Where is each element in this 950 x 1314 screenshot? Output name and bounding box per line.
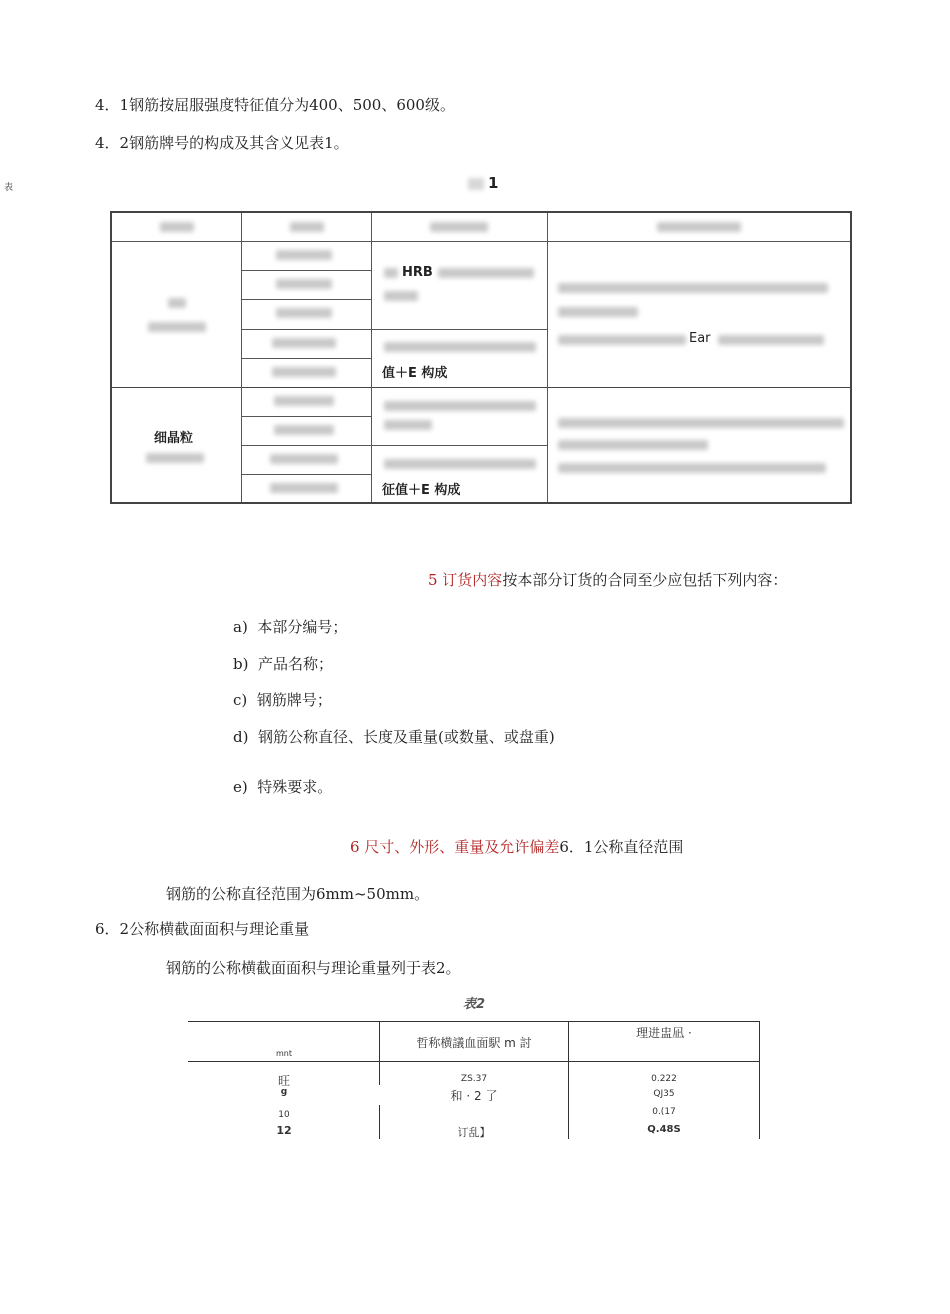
table-1-row-rule	[241, 474, 371, 475]
fine-grain-label: 细晶粒	[154, 431, 194, 446]
list-item-text: 本部分编号；	[257, 618, 348, 636]
table-2-header-col1: mnt	[276, 1049, 292, 1058]
table-2-col-rule	[379, 1105, 380, 1139]
table-2-cell: 旺	[277, 1074, 291, 1088]
table-1-col-rule-2	[371, 213, 372, 502]
blurred-grade	[272, 367, 336, 377]
list-item-marker: e)	[233, 778, 248, 796]
table-2-cell: ZS.37	[460, 1074, 488, 1084]
table-2-col-rule	[568, 1021, 569, 1139]
blurred-grade	[274, 396, 334, 406]
list-item-text: 钢筋公称直径、长度及重量(或数量、或盘重)	[258, 728, 555, 746]
blurred-cell	[718, 335, 824, 345]
table-2-cell: QJ35	[653, 1089, 675, 1099]
clause-5	[428, 570, 787, 590]
table-1-row-rule	[241, 270, 371, 271]
blurred-cell	[384, 268, 398, 278]
blurred-cell	[384, 342, 536, 352]
table-1-row-rule	[241, 329, 547, 330]
blurred-cell	[558, 463, 826, 473]
clause-5-heading: 5 订货内容	[428, 571, 503, 589]
list-item-marker: a)	[233, 618, 248, 636]
table-1-row-rule	[241, 445, 547, 446]
table-1-group-rule	[112, 387, 850, 388]
list-item	[233, 617, 347, 637]
table-2-cell: Q.48S	[647, 1124, 681, 1135]
list-item-text: 产品名称；	[258, 655, 334, 673]
table-2-caption: 表2	[463, 997, 486, 1012]
list-item-marker: b)	[233, 655, 249, 673]
blurred-grade	[270, 483, 338, 493]
table-1-caption	[468, 174, 498, 192]
blurred-grade	[276, 250, 332, 260]
clause-6-1-text: 钢筋的公称直径范围为6mm~50mm。	[166, 885, 430, 903]
table-1-row-rule	[241, 299, 371, 300]
list-item-text: 特殊要求。	[257, 778, 333, 796]
table-1-row-rule	[241, 416, 371, 417]
blurred-grade	[276, 308, 332, 318]
margin-note: 表	[4, 183, 14, 193]
table-2-cell: 和 · 2 了	[450, 1089, 498, 1103]
table-2-col-rule	[379, 1021, 380, 1085]
table-2-cell: 10	[278, 1110, 290, 1120]
table-2-cell: 12	[276, 1124, 292, 1137]
clause-6-heading: 6 尺寸、外形、重量及允许偏差	[350, 838, 560, 856]
clause-6	[350, 837, 683, 857]
table-2-header-col2: 哲称横議血面駅 m 討	[416, 1036, 532, 1050]
list-item-marker: d)	[233, 728, 249, 746]
blurred-grade	[274, 425, 334, 435]
table-1-col-rule-3	[547, 213, 548, 502]
table-2-top-rule	[188, 1021, 760, 1022]
blurred-cell	[558, 335, 686, 345]
list-item	[233, 777, 332, 797]
table-1-caption-number: 1	[488, 174, 499, 192]
table-1-header-rule	[112, 241, 850, 242]
table-2-header-col3: 理进盅凪 ·	[636, 1026, 692, 1040]
blurred-grade	[270, 454, 338, 464]
blurred-cell	[558, 418, 844, 428]
clause-5-text: 按本部分订货的合同至少应包括下列内容：	[502, 571, 788, 589]
table-2-cell: 0.222	[651, 1074, 677, 1084]
blurred-cell	[438, 268, 534, 278]
clause-6-2-heading: 6．2公称横截面面积与理论重量	[95, 920, 310, 938]
blurred-grade	[272, 338, 336, 348]
clause-6-1-heading: 6．1公称直径范围	[559, 838, 684, 856]
blurred-cell	[558, 283, 828, 293]
value-plus-e-2: 征值＋E 构成	[382, 483, 461, 498]
blurred-header	[160, 222, 194, 232]
blurred-caption-prefix	[468, 178, 484, 190]
blurred-cell	[384, 459, 536, 469]
blurred-cell	[384, 291, 418, 301]
table-2-cell: 0.(17	[652, 1107, 676, 1117]
blurred-header	[430, 222, 488, 232]
blurred-grade	[276, 279, 332, 289]
table-2-header-rule	[188, 1061, 760, 1062]
list-item	[233, 654, 333, 674]
table-1-row-rule	[241, 358, 371, 359]
blurred-header	[290, 222, 324, 232]
list-item-text: 钢筋牌号；	[256, 691, 332, 709]
list-item-marker: c)	[233, 691, 248, 709]
hrb-fragment: HRB	[402, 265, 433, 280]
list-item	[233, 690, 332, 710]
table-2-cell: 订乱】	[457, 1126, 491, 1139]
value-plus-e-1: 值＋E 构成	[382, 366, 448, 381]
clause-4-2: 4．2钢筋牌号的构成及其含义见表1。	[95, 134, 349, 152]
table-1	[110, 211, 852, 504]
blurred-cell	[558, 307, 638, 317]
table-2	[188, 1021, 760, 1139]
table-2-cell: g	[280, 1087, 288, 1097]
ear-fragment: Ear	[689, 331, 711, 346]
list-item	[233, 727, 555, 747]
blurred-header	[657, 222, 741, 232]
clause-6-2-text: 钢筋的公称横截面面积与理论重量列于表2。	[166, 959, 461, 977]
clause-4-1: 4．1钢筋按屈服强度特征值分为400、500、600级。	[95, 96, 455, 114]
blurred-cell	[384, 420, 432, 430]
blurred-cell	[384, 401, 536, 411]
blurred-cell	[146, 453, 204, 463]
blurred-cell	[148, 322, 206, 332]
table-2-col-rule	[759, 1021, 760, 1139]
blurred-cell	[168, 298, 186, 308]
blurred-cell	[558, 440, 708, 450]
